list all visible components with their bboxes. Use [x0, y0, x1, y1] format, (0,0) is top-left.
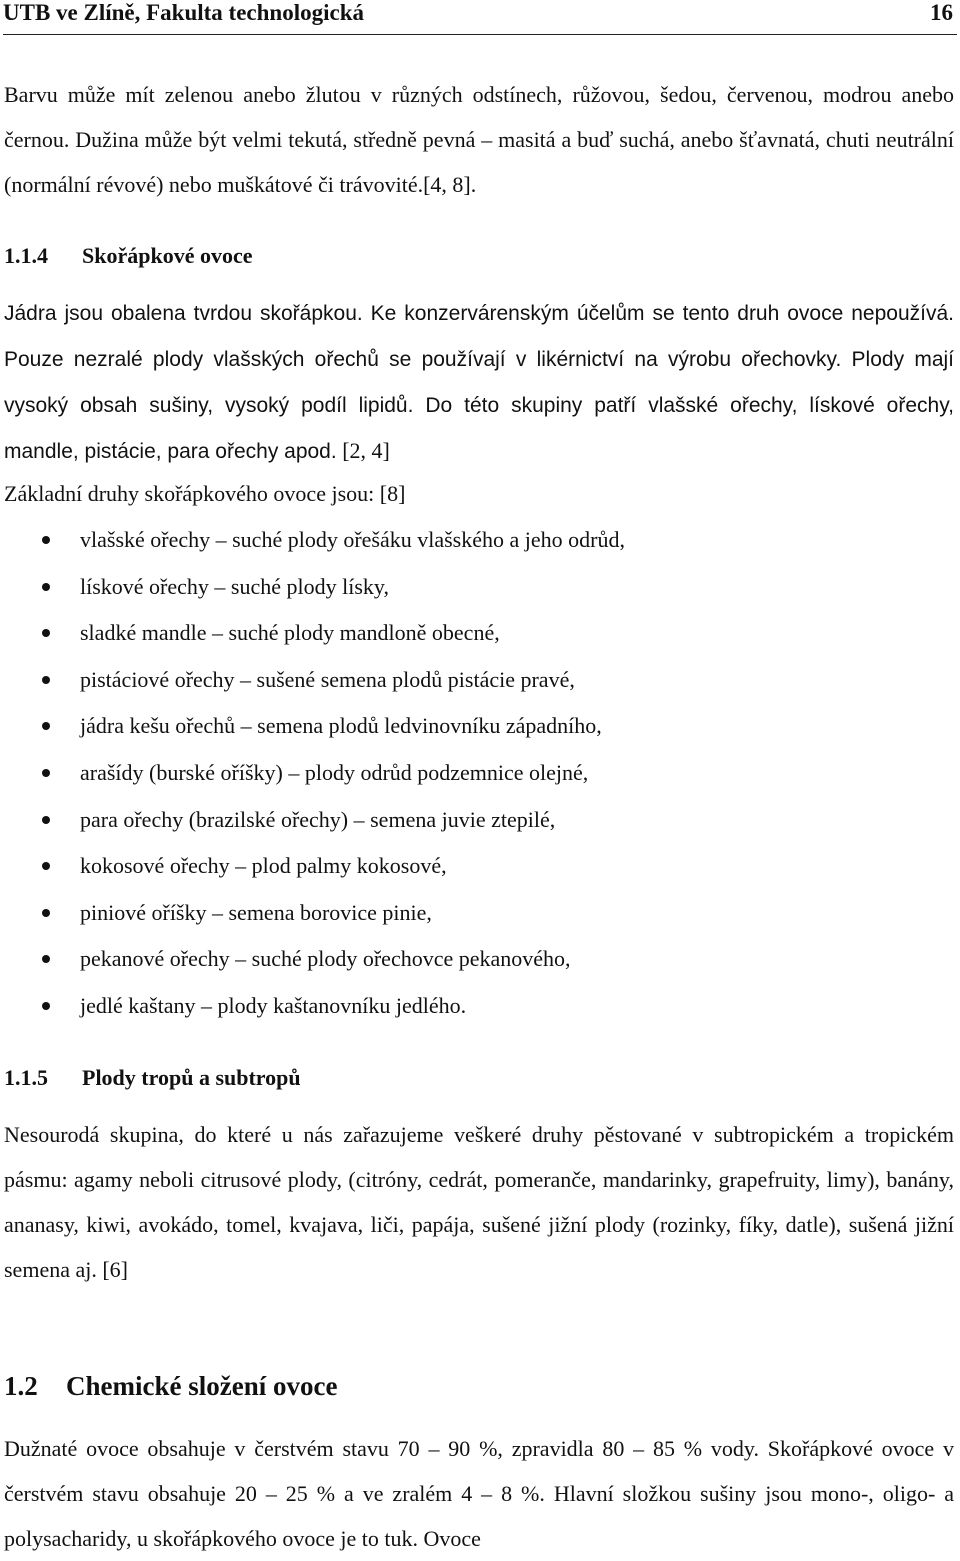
header-title: UTB ve Zlíně, Fakulta technologická — [3, 0, 364, 25]
paragraph-nuts — [4, 290, 954, 474]
bullet-icon — [42, 1002, 50, 1010]
paragraph-nuts-reference: [2, 4] — [336, 438, 390, 463]
bullet-icon — [42, 909, 50, 917]
page-header — [3, 0, 957, 35]
bullet-icon — [42, 536, 50, 544]
section-heading-1-1-4 — [4, 243, 253, 269]
list-item — [0, 750, 625, 797]
nut-types-list — [0, 517, 625, 1030]
list-item-text: piniové oříšky – semena borovice pinie, — [80, 899, 432, 925]
list-item-text: kokosové ořechy – plod palmy kokosové, — [80, 853, 447, 879]
bullet-icon — [42, 676, 50, 684]
list-item — [0, 564, 625, 611]
list-item — [0, 657, 625, 704]
section-title: Chemické složení ovoce — [66, 1371, 338, 1401]
list-item — [0, 983, 625, 1030]
section-title: Skořápkové ovoce — [82, 243, 253, 268]
paragraph-chemical-composition: Dužnaté ovoce obsahuje v čerstvém stavu 70 – 90 %, zpravidla 80 – 85 % vody. Skořápkové ovoce v čerstvém stavu obsahuje 20 – 25 % a ve zralém 4 – 8 %. Hlavní složkou sušiny jsou mono-, oligo- a polysacharidy, u skořápkového ovoce je to tuk. Ovoce — [4, 1436, 954, 1551]
section-heading-1-2 — [4, 1371, 337, 1402]
section-number: 1.1.4 — [4, 243, 48, 268]
list-item-text: sladké mandle – suché plody mandloně obecné, — [80, 620, 500, 646]
list-item — [0, 890, 625, 937]
list-item-text: vlašské ořechy – suché plody ořešáku vlašského a jeho odrůd, — [80, 527, 625, 552]
bullet-icon — [42, 816, 50, 824]
list-item-text: pekanové ořechy – suché plody ořechovce pekanového, — [80, 946, 571, 972]
list-item — [0, 797, 625, 844]
bullet-icon — [42, 955, 50, 963]
section-number: 1.2 — [4, 1371, 38, 1401]
bullet-icon — [42, 769, 50, 777]
list-item-text: para ořechy (brazilské ořechy) – semena juvie ztepilé, — [80, 806, 556, 832]
list-item-text: lískové ořechy – suché plody lísky, — [80, 573, 389, 599]
list-item — [0, 843, 625, 890]
section-heading-1-1-5 — [4, 1065, 301, 1091]
bullet-icon — [42, 583, 50, 591]
list-item — [0, 610, 625, 657]
list-item — [0, 703, 625, 750]
bullet-icon — [42, 722, 50, 730]
list-item — [0, 936, 625, 983]
list-intro: Základní druhy skořápkového ovoce jsou: [8] — [4, 481, 406, 506]
paragraph-intro: Barvu může mít zelenou anebo žlutou v různých odstínech, růžovou, šedou, červenou, modrou anebo černou. Dužina může být velmi tekutá, středně pevná – masitá a buď suchá, anebo šťavnatá, chuti neutrální (normální révové) nebo muškátové či trávovité.[4, 8]. — [4, 82, 954, 197]
bullet-icon — [42, 629, 50, 637]
section-number: 1.1.5 — [4, 1065, 48, 1090]
paragraph-tropical: Nesourodá skupina, do které u nás zařazujeme veškeré druhy pěstované v subtropickém a tropickém pásmu: agamy neboli citrusové plody, (citróny, cedrát, pomeranče, mandarinky, grapefruity, limy), banány, ananasy, kiwi, avokádo, tomel, kvajava, liči, papája, sušené jižní plody (rozinky, fíky, datle), sušená jižní semena aj. [6] — [4, 1122, 954, 1282]
list-item-text: pistáciové ořechy – sušené semena plodů pistácie pravé, — [80, 666, 575, 692]
section-title: Plody tropů a subtropů — [82, 1065, 301, 1090]
bullet-icon — [42, 862, 50, 870]
list-item — [0, 517, 625, 564]
list-item-text: jádra kešu ořechů – semena plodů ledvinovníku západního, — [80, 713, 602, 739]
list-item-text: arašídy (burské oříšky) – plody odrůd podzemnice olejné, — [80, 759, 589, 785]
paragraph-nuts-text: Jádra jsou obalena tvrdou skořápkou. Ke konzervárenským účelům se tento druh ovoce nepoužívá. Pouze nezralé plody vlašských ořechů se používají v likérnictví na výrobu ořechovky. Plody mají vysoký obsah sušiny, vysoký podíl lipidů. Do této skupiny patří vlašské ořechy, lískové ořechy, mandle, pistácie, para ořechy apod. — [4, 302, 954, 463]
page-number: 16 — [930, 0, 953, 25]
list-item-text: jedlé kaštany – plody kaštanovníku jedlého. — [80, 992, 467, 1018]
